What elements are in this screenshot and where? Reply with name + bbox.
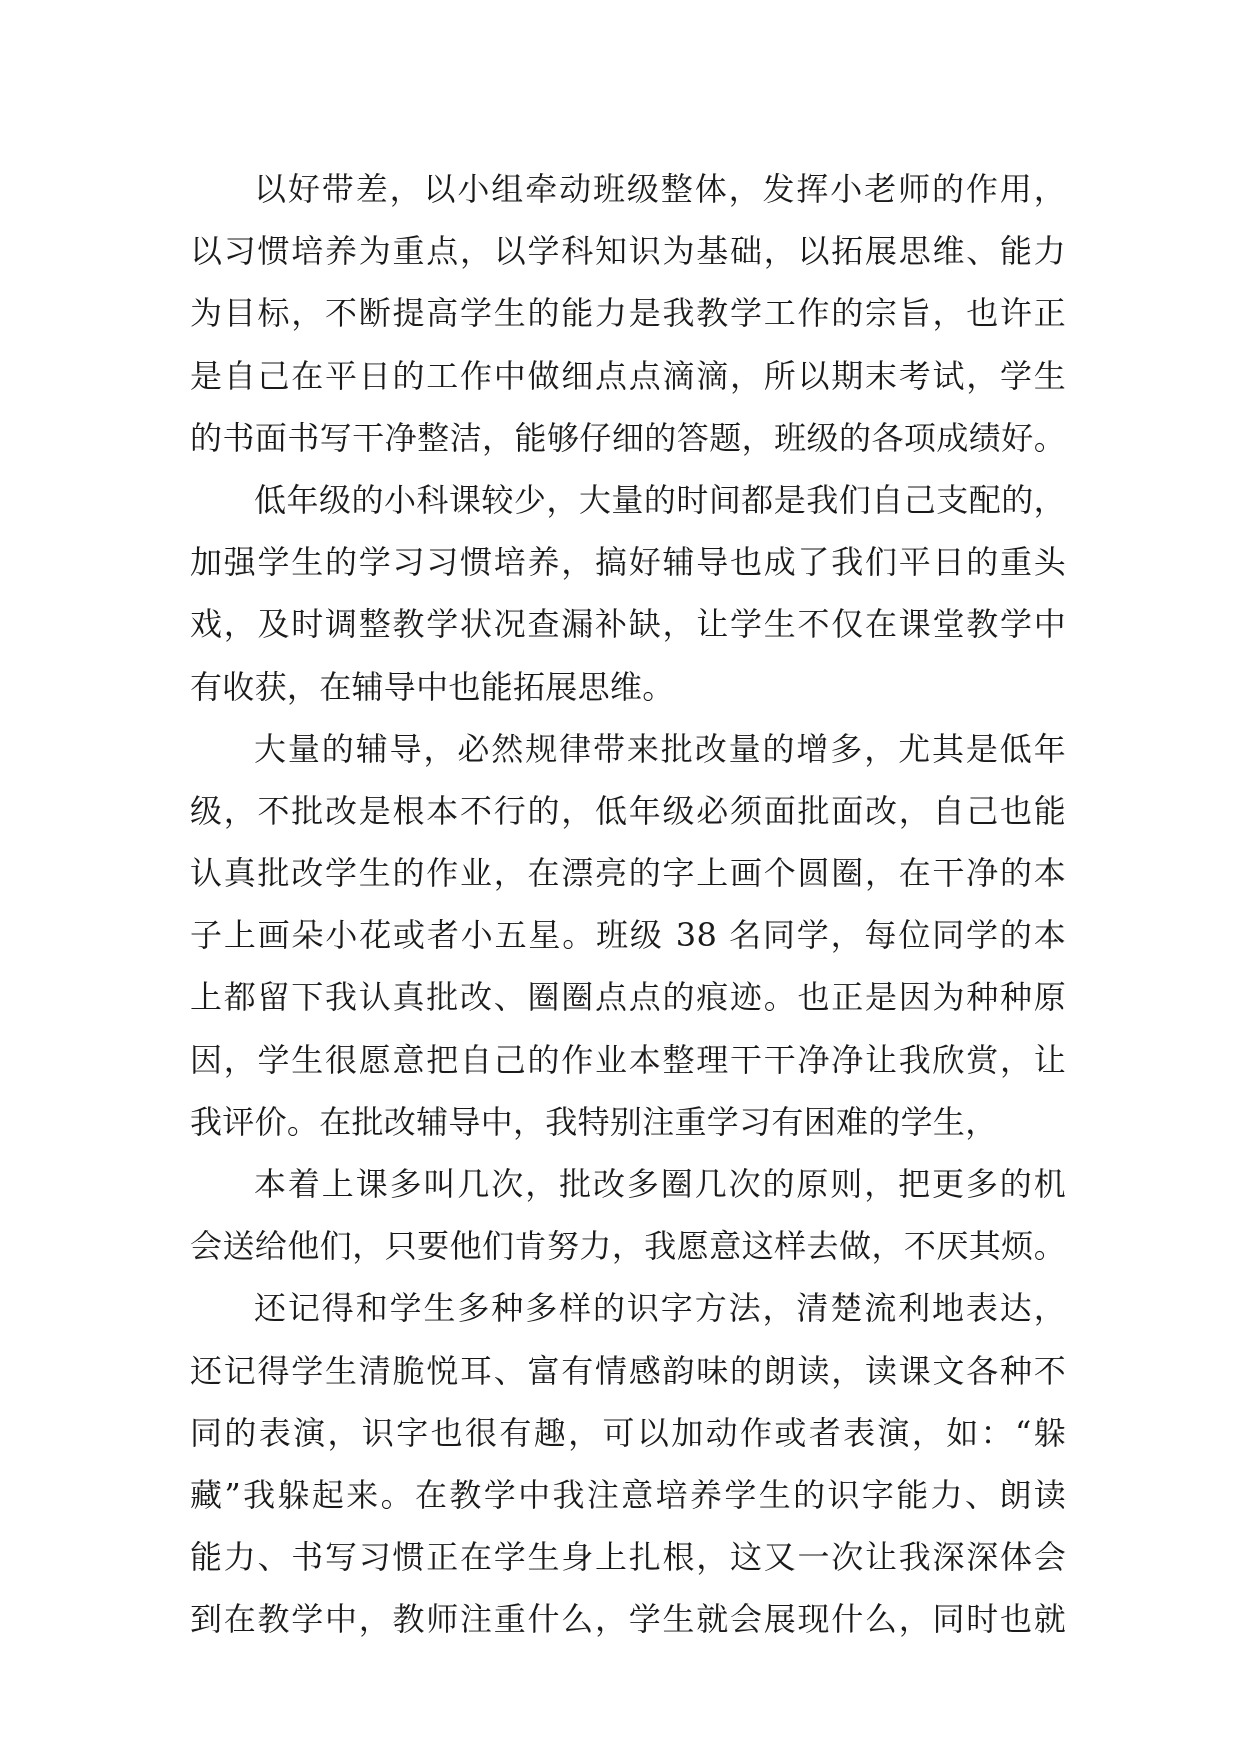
body-text (190, 158, 1066, 1651)
text-line: 会送给他们，只要他们肯努力，我愿意这样去做，不厌其烦。 (190, 1227, 1066, 1266)
text-line: 加强学生的学习习惯培养，搞好辅导也成了我们平日的重头 (190, 543, 1066, 582)
paragraph-3 (190, 718, 1066, 1153)
text-line: 本着上课多叫几次，批改多圈几次的原则，把更多的机 (254, 1165, 1066, 1203)
text-line: 是自己在平日的工作中做细点点滴滴，所以期末考试，学生 (190, 356, 1066, 395)
text-line: 认真批改学生的作业，在漂亮的字上画个圆圈，在干净的本 (190, 854, 1066, 893)
text-line: 级，不批改是根本不行的，低年级必须面批面改，自己也能 (190, 791, 1066, 830)
text-line: 子上画朵小花或者小五星。班级 38 名同学，每位同学的本 (190, 916, 1066, 955)
text-line: 上都留下我认真批改、圈圈点点的痕迹。也正是因为种种原 (190, 978, 1066, 1017)
text-line: 同的表演，识字也很有趣，可以加动作或者表演，如：“躲 (190, 1413, 1066, 1452)
text-line: 以习惯培养为重点，以学科知识为基础，以拓展思维、能力 (190, 232, 1066, 271)
text-line: 以好带差，以小组牵动班级整体，发挥小老师的作用， (254, 170, 1066, 208)
text-line: 能力、书写习惯正在学生身上扎根，这又一次让我深深体会 (190, 1538, 1066, 1577)
text-line: 的书面书写干净整洁，能够仔细的答题，班级的各项成绩好。 (190, 418, 1066, 457)
text-line: 我评价。在批改辅导中，我特别注重学习有困难的学生， (190, 1102, 998, 1141)
paragraph-5 (190, 1277, 1066, 1650)
paragraph-4 (190, 1153, 1066, 1277)
paragraph-2 (190, 469, 1066, 718)
text-line: 大量的辅导，必然规律带来批改量的增多，尤其是低年 (254, 729, 1066, 768)
text-line: 到在教学中，教师注重什么，学生就会展现什么，同时也就 (190, 1600, 1066, 1639)
text-line: 为目标，不断提高学生的能力是我教学工作的宗旨，也许正 (190, 294, 1066, 333)
text-line: 还记得和学生多种多样的识字方法，清楚流利地表达， (254, 1289, 1066, 1328)
text-line: 有收获，在辅导中也能拓展思维。 (190, 667, 675, 706)
text-line: 还记得学生清脆悦耳、富有情感韵味的朗读，读课文各种不 (190, 1351, 1066, 1390)
paragraph-1 (190, 158, 1066, 469)
text-line: 低年级的小科课较少，大量的时间都是我们自己支配的， (254, 480, 1066, 519)
text-line: 因，学生很愿意把自己的作业本整理干干净净让我欣赏，让 (190, 1040, 1066, 1079)
text-line: 戏，及时调整教学状况查漏补缺，让学生不仅在课堂教学中 (190, 605, 1066, 644)
text-line: 藏”我躲起来。在教学中我注意培养学生的识字能力、朗读 (190, 1475, 1066, 1514)
